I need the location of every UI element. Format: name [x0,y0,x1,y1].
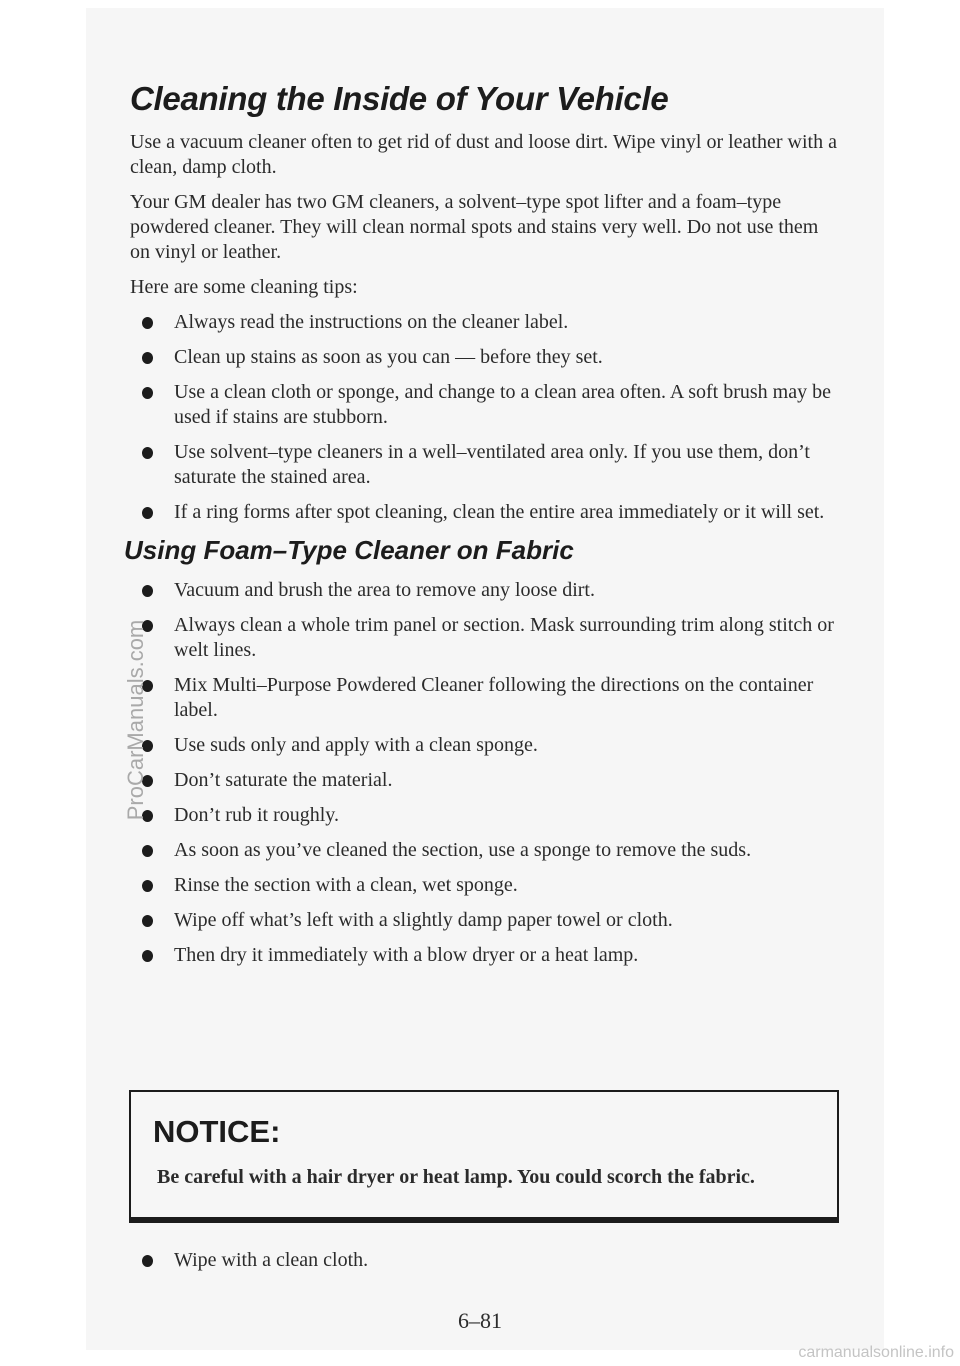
section-title: Cleaning the Inside of Your Vehicle [130,80,669,117]
bullet-icon [142,352,153,364]
intro-paragraph: Use a vacuum cleaner often to get rid of dust and loose dirt. Wipe vinyl or leather with a clean, damp cloth. [130,131,837,178]
subsection-title: Using Foam–Type Cleaner on Fabric [124,535,574,565]
list-item-text: Always clean a whole trim panel or section. Mask surrounding trim along stitch or welt lines. [174,614,834,661]
bullet-icon [142,317,153,329]
bullet-icon [142,585,153,597]
list-item-text: If a ring forms after spot cleaning, clean the entire area immediately or it will set. [174,501,825,523]
bullet-icon [142,950,153,962]
bullet-icon [142,880,153,892]
list-item-text: Rinse the section with a clean, wet sponge. [174,874,518,896]
list-item-text: Clean up stains as soon as you can — before they set. [174,346,603,368]
intro-paragraph: Here are some cleaning tips: [130,276,358,298]
list-item [130,380,840,430]
cleaning-tips-list [130,310,840,525]
list-item-text: Wipe off what’s left with a slightly damp paper towel or cloth. [174,909,673,931]
final-steps-list [130,1248,840,1273]
list-item [130,613,840,663]
final-steps [130,1248,840,1283]
list-item [130,733,840,758]
list-item [130,578,840,603]
list-item-text: Vacuum and brush the area to remove any loose dirt. [174,579,595,601]
notice-title: NOTICE: [153,1114,281,1149]
notice-box [129,1090,839,1223]
list-item [130,943,840,968]
list-item [130,310,840,335]
bullet-icon [142,447,153,459]
list-item [130,345,840,370]
list-item-text: Mix Multi–Purpose Powdered Cleaner following the directions on the container label. [174,674,814,721]
list-item-text: Always read the instructions on the cleaner label. [174,311,569,333]
list-item [130,1248,840,1273]
list-item [130,500,840,525]
list-item [130,873,840,898]
list-item [130,768,840,793]
bullet-icon [142,915,153,927]
list-item [130,803,840,828]
bullet-icon [142,1255,153,1267]
page-number: 6–81 [458,1308,502,1333]
intro-paragraph: Your GM dealer has two GM cleaners, a solvent–type spot lifter and a foam–type powdered cleaner. They will clean normal spots and stains very well. Do not use them on vinyl or leather. [130,191,819,263]
bottom-watermark: carmanualsonline.info [798,1344,954,1361]
list-item [130,440,840,490]
list-item-text: Then dry it immediately with a blow dryer or a heat lamp. [174,944,639,966]
list-item [130,908,840,933]
list-item-text: As soon as you’ve cleaned the section, use a sponge to remove the suds. [174,839,752,861]
list-item-text: Wipe with a clean cloth. [174,1249,369,1271]
bullet-icon [142,387,153,399]
side-watermark: ProCarManuals.com [123,619,148,821]
notice-bottom-rule [131,1217,837,1221]
bullet-icon [142,845,153,857]
list-item-text: Use suds only and apply with a clean sponge. [174,734,538,756]
foam-steps-list [130,578,840,968]
bullet-icon [142,507,153,519]
notice-text: Be careful with a hair dryer or heat lamp. You could scorch the fabric. [157,1166,755,1188]
list-item-text: Don’t rub it roughly. [174,804,339,826]
page-content [124,80,840,978]
list-item [130,838,840,863]
list-item [130,673,840,723]
list-item-text: Use solvent–type cleaners in a well–ventilated area only. If you use them, don’t saturate the stained area. [174,441,810,488]
list-item-text: Don’t saturate the material. [174,769,393,791]
list-item-text: Use a clean cloth or sponge, and change to a clean area often. A soft brush may be used if stains are stubborn. [174,381,831,428]
